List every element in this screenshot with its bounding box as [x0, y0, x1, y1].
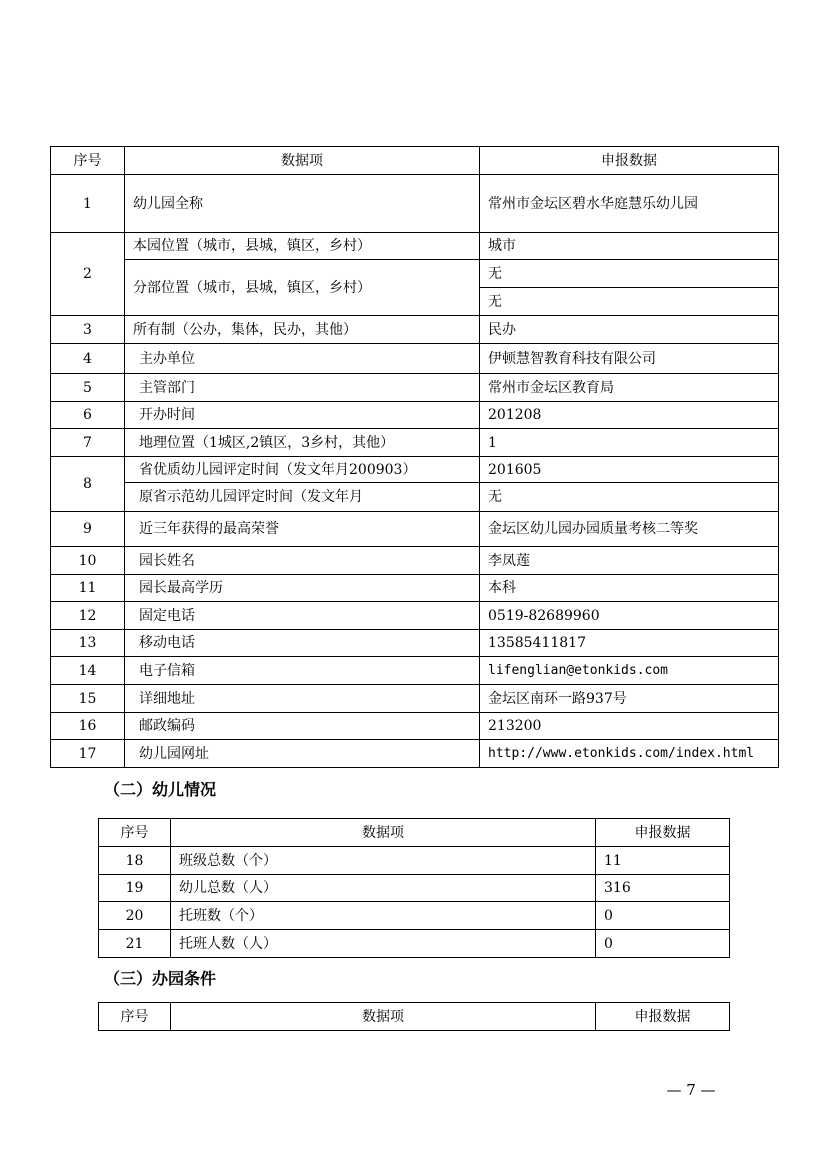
row-value: 201605	[480, 457, 779, 483]
row-item: 园长姓名	[125, 547, 480, 575]
row-value: 金坛区南环一路937号	[480, 685, 779, 713]
row-item: 所有制（公办，集体，民办，其他）	[125, 316, 480, 344]
table-row	[51, 233, 779, 260]
row-no: 15	[51, 685, 125, 713]
table-row	[51, 344, 779, 374]
header-item: 数据项	[125, 147, 480, 175]
row-item: 开办时间	[125, 402, 480, 429]
row-value: 城市	[480, 233, 779, 260]
row-value: 0519-82689960	[480, 602, 779, 630]
table-row	[51, 740, 779, 768]
row-no: 19	[99, 875, 171, 902]
header-item: 数据项	[171, 1003, 596, 1031]
row-item: 原省示范幼儿园评定时间（发文年月	[125, 483, 480, 512]
row-no: 7	[51, 429, 125, 457]
row-no: 13	[51, 630, 125, 657]
table-row	[51, 547, 779, 575]
children-info-table	[98, 818, 730, 958]
table-row	[99, 902, 730, 930]
row-value: 无	[480, 288, 779, 316]
table-row	[51, 402, 779, 429]
table-row	[51, 512, 779, 547]
table-row	[51, 260, 779, 288]
row-value: 本科	[480, 575, 779, 602]
row-no: 17	[51, 740, 125, 768]
row-no: 1	[51, 175, 125, 233]
row-item: 移动电话	[125, 630, 480, 657]
row-value: http://www.etonkids.com/index.html	[480, 740, 779, 768]
row-value: 13585411817	[480, 630, 779, 657]
row-item: 本园位置（城市，县城，镇区，乡村）	[125, 233, 480, 260]
page-number: — 7 —	[666, 1081, 716, 1099]
row-no: 18	[99, 847, 171, 875]
table-row	[51, 483, 779, 512]
row-item: 近三年获得的最高荣誉	[125, 512, 480, 547]
conditions-table	[98, 1002, 730, 1031]
row-item: 地理位置（1城区,2镇区，3乡村，其他）	[125, 429, 480, 457]
table-row	[51, 457, 779, 483]
header-no: 序号	[51, 147, 125, 175]
row-no: 11	[51, 575, 125, 602]
table-row	[51, 602, 779, 630]
row-value: 无	[480, 260, 779, 288]
table-row	[99, 930, 730, 958]
table-row	[51, 316, 779, 344]
row-item: 托班数（个）	[171, 902, 596, 930]
row-no: 4	[51, 344, 125, 374]
row-item: 园长最高学历	[125, 575, 480, 602]
row-item: 幼儿园网址	[125, 740, 480, 768]
row-value: 常州市金坛区教育局	[480, 374, 779, 402]
row-value: 无	[480, 483, 779, 512]
row-item: 省优质幼儿园评定时间（发文年月200903）	[125, 457, 480, 483]
table-row	[51, 713, 779, 740]
row-item: 邮政编码	[125, 713, 480, 740]
header-value: 申报数据	[480, 147, 779, 175]
row-value: 常州市金坛区碧水华庭慧乐幼儿园	[480, 175, 779, 233]
row-value: 1	[480, 429, 779, 457]
row-value: lifenglian@etonkids.com	[480, 657, 779, 685]
row-value: 316	[596, 875, 730, 902]
table-row	[99, 875, 730, 902]
row-no: 8	[51, 457, 125, 512]
row-no: 2	[51, 233, 125, 316]
table-header-row	[51, 147, 779, 175]
section-title-children: （二）幼儿情况	[104, 780, 217, 799]
table-row	[51, 630, 779, 657]
row-item: 详细地址	[125, 685, 480, 713]
row-no: 6	[51, 402, 125, 429]
row-item: 主办单位	[125, 344, 480, 374]
row-item: 电子信箱	[125, 657, 480, 685]
row-value: 伊顿慧智教育科技有限公司	[480, 344, 779, 374]
header-value: 申报数据	[596, 819, 730, 847]
table-row	[51, 429, 779, 457]
row-value: 民办	[480, 316, 779, 344]
row-no: 9	[51, 512, 125, 547]
basic-info-table	[50, 146, 779, 768]
table-row	[51, 657, 779, 685]
row-no: 12	[51, 602, 125, 630]
table-header-row	[99, 819, 730, 847]
row-item: 班级总数（个）	[171, 847, 596, 875]
row-item: 固定电话	[125, 602, 480, 630]
table-row	[51, 175, 779, 233]
row-value: 201208	[480, 402, 779, 429]
header-item: 数据项	[171, 819, 596, 847]
row-no: 16	[51, 713, 125, 740]
row-value: 李凤莲	[480, 547, 779, 575]
section-title-conditions: （三）办园条件	[104, 969, 217, 988]
row-value: 0	[596, 930, 730, 958]
row-value: 213200	[480, 713, 779, 740]
row-no: 5	[51, 374, 125, 402]
header-no: 序号	[99, 819, 171, 847]
table-row	[99, 847, 730, 875]
table-row	[51, 685, 779, 713]
row-value: 金坛区幼儿园办园质量考核二等奖	[480, 512, 779, 547]
table-row	[51, 374, 779, 402]
row-no: 14	[51, 657, 125, 685]
table-header-row	[99, 1003, 730, 1031]
row-item: 分部位置（城市，县城，镇区，乡村）	[125, 260, 480, 316]
table-row	[51, 575, 779, 602]
row-no: 20	[99, 902, 171, 930]
header-value: 申报数据	[596, 1003, 730, 1031]
row-no: 3	[51, 316, 125, 344]
row-item: 主管部门	[125, 374, 480, 402]
row-value: 11	[596, 847, 730, 875]
row-item: 幼儿园全称	[125, 175, 480, 233]
row-value: 0	[596, 902, 730, 930]
row-item: 托班人数（人）	[171, 930, 596, 958]
header-no: 序号	[99, 1003, 171, 1031]
row-no: 10	[51, 547, 125, 575]
row-item: 幼儿总数（人）	[171, 875, 596, 902]
row-no: 21	[99, 930, 171, 958]
